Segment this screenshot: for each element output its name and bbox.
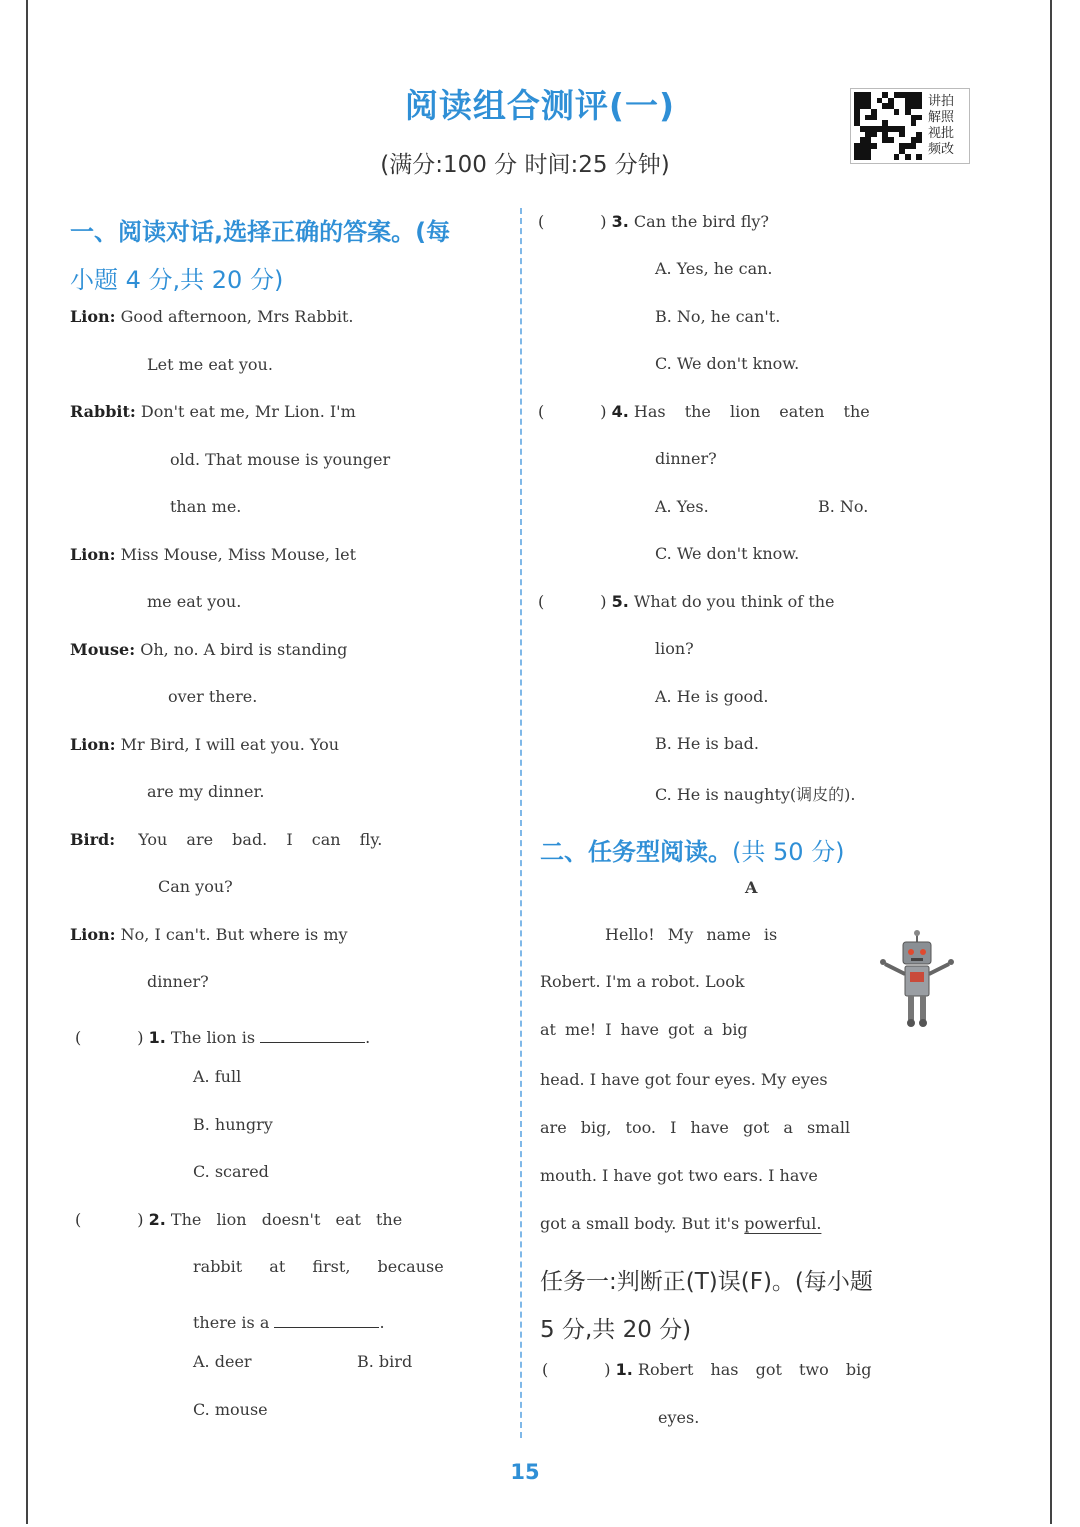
- answer-paren: ): [137, 1028, 144, 1047]
- section1-heading: 一、阅读对话,选择正确的答案。(每: [70, 218, 451, 246]
- answer-paren[interactable]: (: [75, 1210, 82, 1229]
- section2-points: (共 50 分): [732, 838, 845, 866]
- dialogue-text: are my dinner.: [147, 782, 265, 801]
- answer-paren[interactable]: (: [542, 1360, 549, 1379]
- page-subtitle: (满分:100 分 时间:25 分钟): [380, 152, 670, 178]
- option: C. scared: [193, 1162, 269, 1181]
- option: C. We don't know.: [655, 354, 800, 373]
- passage-line: got a small body. But it's: [540, 1214, 740, 1233]
- underlined-word: powerful.: [744, 1214, 822, 1233]
- option: B. No, he can't.: [655, 307, 781, 326]
- qr-badge[interactable]: [850, 88, 970, 164]
- question-number: 2.: [148, 1210, 166, 1229]
- dialogue-text: Can you?: [158, 877, 233, 896]
- dialogue-line: [70, 640, 347, 659]
- question-text: The lion is: [170, 1028, 256, 1047]
- question-text: Has the lion eaten the: [633, 402, 870, 421]
- option: A. Yes.: [655, 497, 709, 516]
- robot-illustration: [875, 930, 959, 1030]
- question-1: [75, 1020, 370, 1047]
- option: A. He is good.: [655, 687, 769, 706]
- qr-label-line: 频改: [928, 142, 955, 157]
- dialogue-text: over there.: [168, 687, 258, 706]
- speaker-label: Rabbit:: [70, 402, 136, 421]
- question-4: [538, 402, 870, 421]
- question-number: 1.: [148, 1028, 166, 1047]
- option: A. full: [193, 1067, 242, 1086]
- dialogue-line: [70, 307, 504, 326]
- speaker-label: Mouse:: [70, 640, 136, 659]
- qr-code-icon[interactable]: [854, 92, 922, 160]
- option: A. deer: [193, 1352, 252, 1371]
- question-text: Can the bird fly?: [633, 212, 769, 231]
- page-title: 阅读组合测评(一): [404, 86, 676, 125]
- qr-label: [928, 94, 968, 158]
- answer-paren: ): [600, 212, 607, 231]
- dialogue-text: Let me eat you.: [147, 355, 273, 374]
- answer-blank[interactable]: [260, 1020, 365, 1043]
- section2-title: 二、任务型阅读。: [540, 838, 732, 866]
- speaker-label: Lion:: [70, 545, 116, 564]
- question-number: 4.: [611, 402, 629, 421]
- question-number: 3.: [611, 212, 629, 231]
- dialogue-text: Oh, no. A bird is standing: [140, 640, 348, 659]
- passage-line: Robert. I'm a robot. Look: [540, 972, 745, 991]
- passage-line: are big, too. I have got a small: [540, 1118, 851, 1137]
- option: C. He is naughty(调皮的).: [655, 785, 856, 804]
- dialogue-line: [70, 545, 356, 564]
- dialogue-text: Miss Mouse, Miss Mouse, let: [120, 545, 357, 564]
- speaker-label: Lion:: [70, 307, 116, 326]
- speaker-label: Lion:: [70, 925, 116, 944]
- answer-paren: ): [600, 592, 607, 611]
- question-text-line: [193, 1305, 385, 1332]
- dialogue-line: [70, 925, 348, 944]
- column-divider: [520, 208, 522, 1438]
- dialogue-text: No, I can't. But where is my: [120, 925, 348, 944]
- question-text: lion?: [655, 639, 694, 658]
- dialogue-text: old. That mouse is younger: [170, 450, 391, 469]
- task1-heading: 任务一:判断正(T)误(F)。(每小题: [540, 1269, 873, 1295]
- question-end: .: [379, 1313, 385, 1332]
- answer-paren[interactable]: (: [538, 402, 545, 421]
- question-text: The lion doesn't eat the: [170, 1210, 403, 1229]
- qr-label-line: 视批: [928, 126, 955, 141]
- question-number: 5.: [611, 592, 629, 611]
- question-text: eyes.: [658, 1408, 700, 1427]
- option: A. Yes, he can.: [655, 259, 773, 278]
- answer-paren: ): [600, 402, 607, 421]
- answer-blank[interactable]: [274, 1305, 379, 1328]
- question-text: there is a: [193, 1313, 270, 1332]
- page-number: 15: [510, 1460, 540, 1484]
- dialogue-line: [70, 402, 356, 421]
- question-2: [75, 1210, 402, 1229]
- passage-line-last: [540, 1214, 821, 1233]
- section2-heading: [540, 832, 845, 867]
- question-end: .: [365, 1028, 371, 1047]
- question-text: What do you think of the: [633, 592, 835, 611]
- option: C. mouse: [193, 1400, 268, 1419]
- task1-question-1: [542, 1360, 871, 1379]
- dialogue-text: You are bad. I can fly.: [138, 830, 383, 849]
- question-text: rabbit at first, because: [193, 1257, 444, 1276]
- answer-paren[interactable]: (: [75, 1028, 82, 1047]
- section1-points: 小题 4 分,共 20 分): [70, 266, 284, 294]
- option: B. No.: [818, 497, 869, 516]
- dialogue-text: Don't eat me, Mr Lion. I'm: [140, 402, 356, 421]
- option: B. bird: [357, 1352, 413, 1371]
- dialogue-text: me eat you.: [147, 592, 242, 611]
- dialogue-text: Good afternoon, Mrs Rabbit.: [120, 307, 354, 326]
- task1-points: 5 分,共 20 分): [540, 1317, 692, 1343]
- option: B. He is bad.: [655, 734, 759, 753]
- speaker-label: Lion:: [70, 735, 116, 754]
- passage-label: A: [745, 878, 758, 897]
- question-number: 1.: [615, 1360, 633, 1379]
- dialogue-line: [70, 735, 339, 754]
- answer-paren: ): [604, 1360, 611, 1379]
- question-3: [538, 212, 769, 231]
- option: C. We don't know.: [655, 544, 800, 563]
- speaker-label: Bird:: [70, 830, 116, 849]
- dialogue-text: Mr Bird, I will eat you. You: [120, 735, 340, 754]
- qr-label-line: 解照: [928, 110, 955, 125]
- answer-paren[interactable]: (: [538, 212, 545, 231]
- question-text: Robert has got two big: [637, 1360, 872, 1379]
- passage-line: head. I have got four eyes. My eyes: [540, 1070, 828, 1089]
- robot-icon: [880, 930, 954, 1027]
- passage-line: Hello! My name is: [605, 925, 778, 944]
- dialogue-line: [70, 830, 382, 849]
- qr-label-line: 讲拍: [928, 94, 955, 109]
- dialogue-text: than me.: [170, 497, 242, 516]
- answer-paren[interactable]: (: [538, 592, 545, 611]
- passage-line: at me! I have got a big: [540, 1020, 748, 1039]
- question-5: [538, 592, 835, 611]
- answer-paren: ): [137, 1210, 144, 1229]
- dialogue-text: dinner?: [147, 972, 209, 991]
- passage-line: mouth. I have got two ears. I have: [540, 1166, 818, 1185]
- question-text: dinner?: [655, 449, 717, 468]
- option: B. hungry: [193, 1115, 273, 1134]
